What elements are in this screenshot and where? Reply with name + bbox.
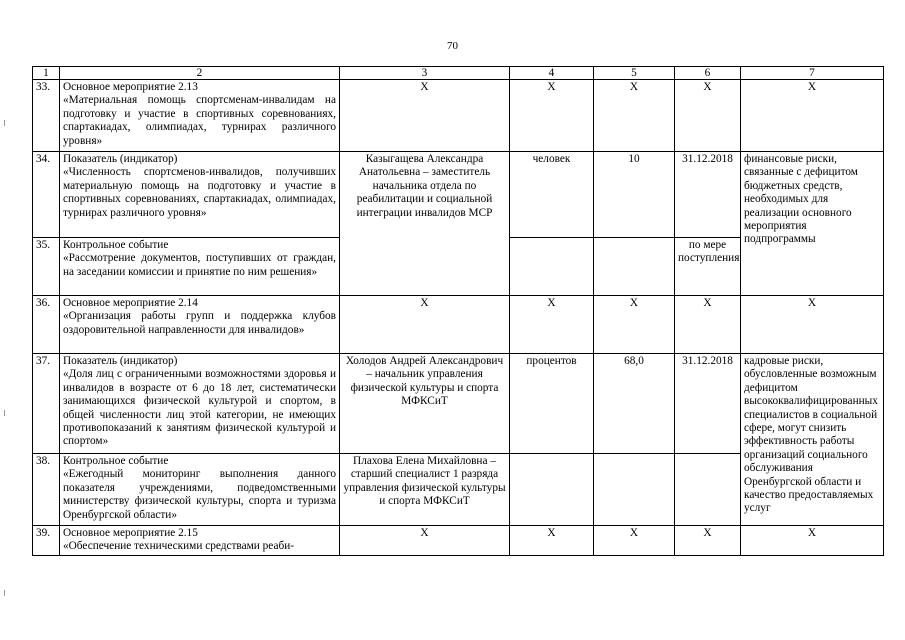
row-description [60, 354, 340, 454]
header-row [33, 67, 884, 80]
table-row [33, 152, 884, 238]
x-mark: X [741, 526, 884, 556]
row-title: Основное мероприятие 2.13 [63, 81, 198, 93]
deadline: по мере поступления [675, 238, 741, 296]
responsible-person: Холодов Андрей Александрович – начальник управления физической культуры и спорта МФКСиТ [340, 354, 510, 454]
row-number: 35. [33, 238, 60, 296]
row-description [60, 238, 340, 296]
table-row [33, 354, 884, 454]
target-value: 10 [594, 152, 675, 238]
row-text: «Ежегодный мониторинг выполнения данного показателя учреждениями, подведомственными министерству физической культуры, спорта и туризма Оренбургской области» [63, 468, 336, 521]
x-mark: X [510, 526, 594, 556]
x-mark: X [340, 80, 510, 152]
row-number: 33. [33, 80, 60, 152]
row-title: Контрольное событие [63, 239, 169, 251]
x-mark: X [741, 80, 884, 152]
row-title: Показатель (индикатор) [63, 355, 178, 367]
risks: финансовые риски, связанные с дефицитом бюджетных средств, необходимых для реализации основного мероприятия подпрограммы [741, 152, 884, 296]
deadline: 31.12.2018 [675, 354, 741, 454]
row-text: «Обеспечение техническими средствами реаби- [63, 540, 295, 553]
table-row [33, 526, 884, 556]
row-title: Основное мероприятие 2.15 [63, 527, 198, 539]
unit: процентов [510, 354, 594, 454]
row-description [60, 80, 340, 152]
empty-cell [510, 238, 594, 296]
x-mark: X [594, 80, 675, 152]
row-number: 34. [33, 152, 60, 238]
row-number: 39. [33, 526, 60, 556]
table-row [33, 296, 884, 354]
x-mark: X [340, 526, 510, 556]
x-mark: X [675, 526, 741, 556]
empty-cell [594, 238, 675, 296]
target-value: 68,0 [594, 354, 675, 454]
empty-cell [675, 454, 741, 526]
row-text: «Численность спортсменов-инвалидов, получивших материальную помощь на подготовку и участие в спортивных соревнованиях, спартакиадах, олимпиадах, турнирах различного уровня» [63, 166, 336, 219]
deadline: 31.12.2018 [675, 152, 741, 238]
responsible-person: Казыгащева Александра Анатольевна – заместитель начальника отдела по реабилитации и социальной интеграции инвалидов МСР [340, 152, 510, 296]
scan-margin-mark [4, 590, 7, 596]
row-number: 38. [33, 454, 60, 526]
x-mark: X [675, 296, 741, 354]
header-cell: 6 [675, 67, 741, 80]
row-text: «Рассмотрение документов, поступивших от граждан, на заседании комиссии и принятие по ним решения» [63, 252, 336, 278]
header-cell: 4 [510, 67, 594, 80]
unit: человек [510, 152, 594, 238]
x-mark: X [510, 80, 594, 152]
row-text: «Материальная помощь спортсменам-инвалидам на подготовку и участие в спортивных соревнованиях, спартакиадах, олимпиадах, турнирах различного уровня» [63, 94, 336, 147]
row-description [60, 526, 340, 556]
empty-cell [510, 454, 594, 526]
row-title: Основное мероприятие 2.14 [63, 297, 198, 309]
header-cell: 7 [741, 67, 884, 80]
table-row [33, 80, 884, 152]
measures-table [32, 66, 884, 556]
row-title: Показатель (индикатор) [63, 153, 178, 165]
row-text: «Доля лиц с ограниченными возможностями здоровья и инвалидов в возрасте от 6 до 18 лет, систематически занимающихся физической культурой и спортом, в общей численности лиц этой категории, не имеющих противопоказаний к занятиям физической культурой и спортом» [63, 368, 336, 448]
x-mark: X [594, 296, 675, 354]
header-cell: 3 [340, 67, 510, 80]
header-cell: 2 [60, 67, 340, 80]
row-number: 37. [33, 354, 60, 454]
header-cell: 1 [33, 67, 60, 80]
row-description [60, 152, 340, 238]
row-title: Контрольное событие [63, 455, 169, 467]
x-mark: X [675, 80, 741, 152]
row-description [60, 454, 340, 526]
scan-margin-mark [4, 120, 7, 126]
empty-cell [594, 454, 675, 526]
row-description [60, 296, 340, 354]
x-mark: X [340, 296, 510, 354]
x-mark: X [741, 296, 884, 354]
row-text: «Организация работы групп и поддержка клубов оздоровительной направленности для инвалидов» [63, 310, 336, 336]
page-number: 70 [447, 40, 458, 52]
risks: кадровые риски, обусловленные возможным дефицитом высококвалифицированных специалистов в социальной сфере, могут снизить эффективность работы организаций социального обслуживания Оренбургской области и качество предоставляемых услуг [741, 354, 884, 526]
x-mark: X [594, 526, 675, 556]
responsible-person: Плахова Елена Михайловна – старший специалист 1 разряда управления физической культуры и спорта МФКСиТ [340, 454, 510, 526]
header-cell: 5 [594, 67, 675, 80]
scan-margin-mark [4, 410, 7, 416]
x-mark: X [510, 296, 594, 354]
row-number: 36. [33, 296, 60, 354]
